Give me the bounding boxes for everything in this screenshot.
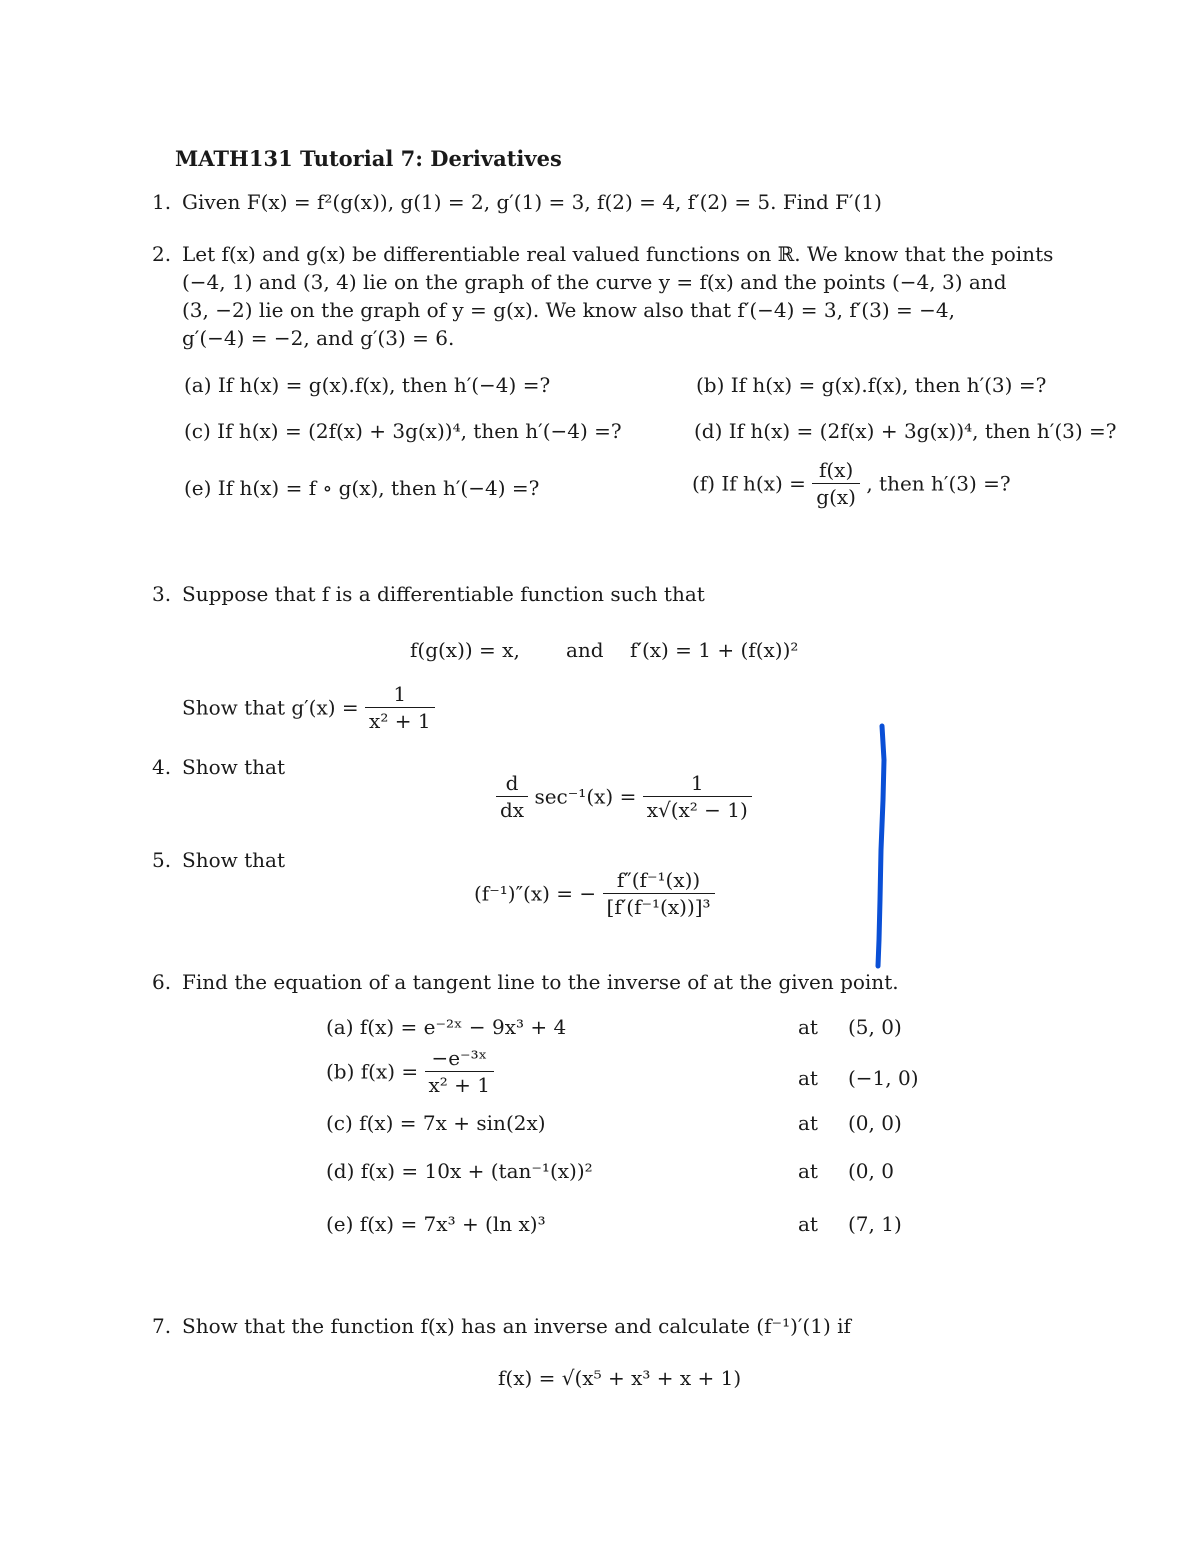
q5-lhs: (f⁻¹)″(x) = − (474, 881, 597, 906)
q5-rhs-den: [f′(f⁻¹(x))]³ (603, 893, 715, 917)
q4-text: Show that (182, 755, 285, 779)
q6-e-at: at (798, 1212, 818, 1236)
q1-number: 1. (152, 190, 172, 214)
q3-show-text: Show that g′(x) = (182, 695, 359, 720)
q5-rhs-num: f″(f⁻¹(x)) (616, 868, 701, 892)
q6-a-at: at (798, 1015, 818, 1039)
q6-c-at: at (798, 1111, 818, 1135)
q7-number: 7. (152, 1314, 172, 1338)
q6-d-at: at (798, 1159, 818, 1183)
q2-line-2: (−4, 1) and (3, 4) lie on the graph of the curve y = f(x) and the points (−4, 3) and (182, 270, 1007, 294)
q4-rhs-num: 1 (690, 771, 704, 795)
q6-b-label: (b) f(x) = (326, 1059, 419, 1084)
q7-equation: f(x) = √(x⁵ + x³ + x + 1) (498, 1366, 742, 1390)
page-title: MATH131 Tutorial 7: Derivatives (175, 146, 562, 171)
q2-part-a: (a) If h(x) = g(x).f(x), then h′(−4) =? (184, 373, 551, 397)
q2-number: 2. (152, 242, 172, 266)
q3-den: x² + 1 (365, 707, 435, 731)
q5-text: Show that (182, 848, 285, 872)
q3-eq-right: f′(x) = 1 + (f(x))² (630, 638, 799, 662)
q6-text: Find the equation of a tangent line to the inverse of at the given point. (182, 970, 899, 994)
q6-b-num: −e⁻³ˣ (431, 1046, 488, 1070)
q6-b-pt: (−1, 0) (848, 1066, 919, 1090)
q7-text: Show that the function f(x) has an inverse and calculate (f⁻¹)′(1) if (182, 1314, 851, 1338)
q3-number: 3. (152, 582, 172, 606)
q2-line-3: (3, −2) lie on the graph of y = g(x). We know also that f′(−4) = 3, f′(3) = −4, (182, 298, 955, 322)
q6-number: 6. (152, 970, 172, 994)
q2-part-d: (d) If h(x) = (2f(x) + 3g(x))⁴, then h′(3) =? (694, 419, 1117, 443)
q2-f-num: f(x) (818, 458, 854, 482)
q4-d-den: dx (496, 796, 528, 820)
q6-e-pt: (7, 1) (848, 1212, 902, 1236)
q3-eq-left: f(g(x)) = x, (410, 638, 520, 662)
q3-num: 1 (393, 682, 407, 706)
q4-rhs-den: x√(x² − 1) (643, 796, 752, 820)
q2-f-label: (f) If h(x) = (692, 471, 806, 496)
q4-d-num: d (505, 771, 519, 795)
blue-pen-line (878, 726, 884, 966)
q2-part-c: (c) If h(x) = (2f(x) + 3g(x))⁴, then h′(−4) =? (184, 419, 622, 443)
q5-number: 5. (152, 848, 172, 872)
q6-a-fn: (a) f(x) = e⁻²ˣ − 9x³ + 4 (326, 1015, 567, 1039)
q2-part-b: (b) If h(x) = g(x).f(x), then h′(3) =? (696, 373, 1047, 397)
q6-c-pt: (0, 0) (848, 1111, 902, 1135)
q6-d-pt: (0, 0 (848, 1159, 894, 1183)
q6-c-fn: (c) f(x) = 7x + sin(2x) (326, 1111, 546, 1135)
q4-lhs: sec⁻¹(x) = (534, 784, 637, 809)
q4-number: 4. (152, 755, 172, 779)
q3-eq-and: and (566, 638, 604, 662)
q2-line-4: g′(−4) = −2, and g′(3) = 6. (182, 326, 455, 350)
q2-f-tail: , then h′(3) =? (866, 471, 1011, 496)
q2-line-1: Let f(x) and g(x) be differentiable real valued functions on ℝ. We know that the points (182, 242, 1054, 266)
q2-part-e: (e) If h(x) = f ∘ g(x), then h′(−4) =? (184, 476, 540, 500)
q6-b-at: at (798, 1066, 818, 1090)
q6-e-fn: (e) f(x) = 7x³ + (ln x)³ (326, 1212, 546, 1236)
q2-f-den: g(x) (812, 483, 860, 507)
q3-intro: Suppose that f is a differentiable function such that (182, 582, 705, 606)
q1-text: Given F(x) = f²(g(x)), g(1) = 2, g′(1) = 3, f(2) = 4, f′(2) = 5. Find F′(1) (182, 190, 882, 214)
q6-b-den: x² + 1 (425, 1071, 495, 1095)
q6-d-fn: (d) f(x) = 10x + (tan⁻¹(x))² (326, 1159, 593, 1183)
q6-a-pt: (5, 0) (848, 1015, 902, 1039)
